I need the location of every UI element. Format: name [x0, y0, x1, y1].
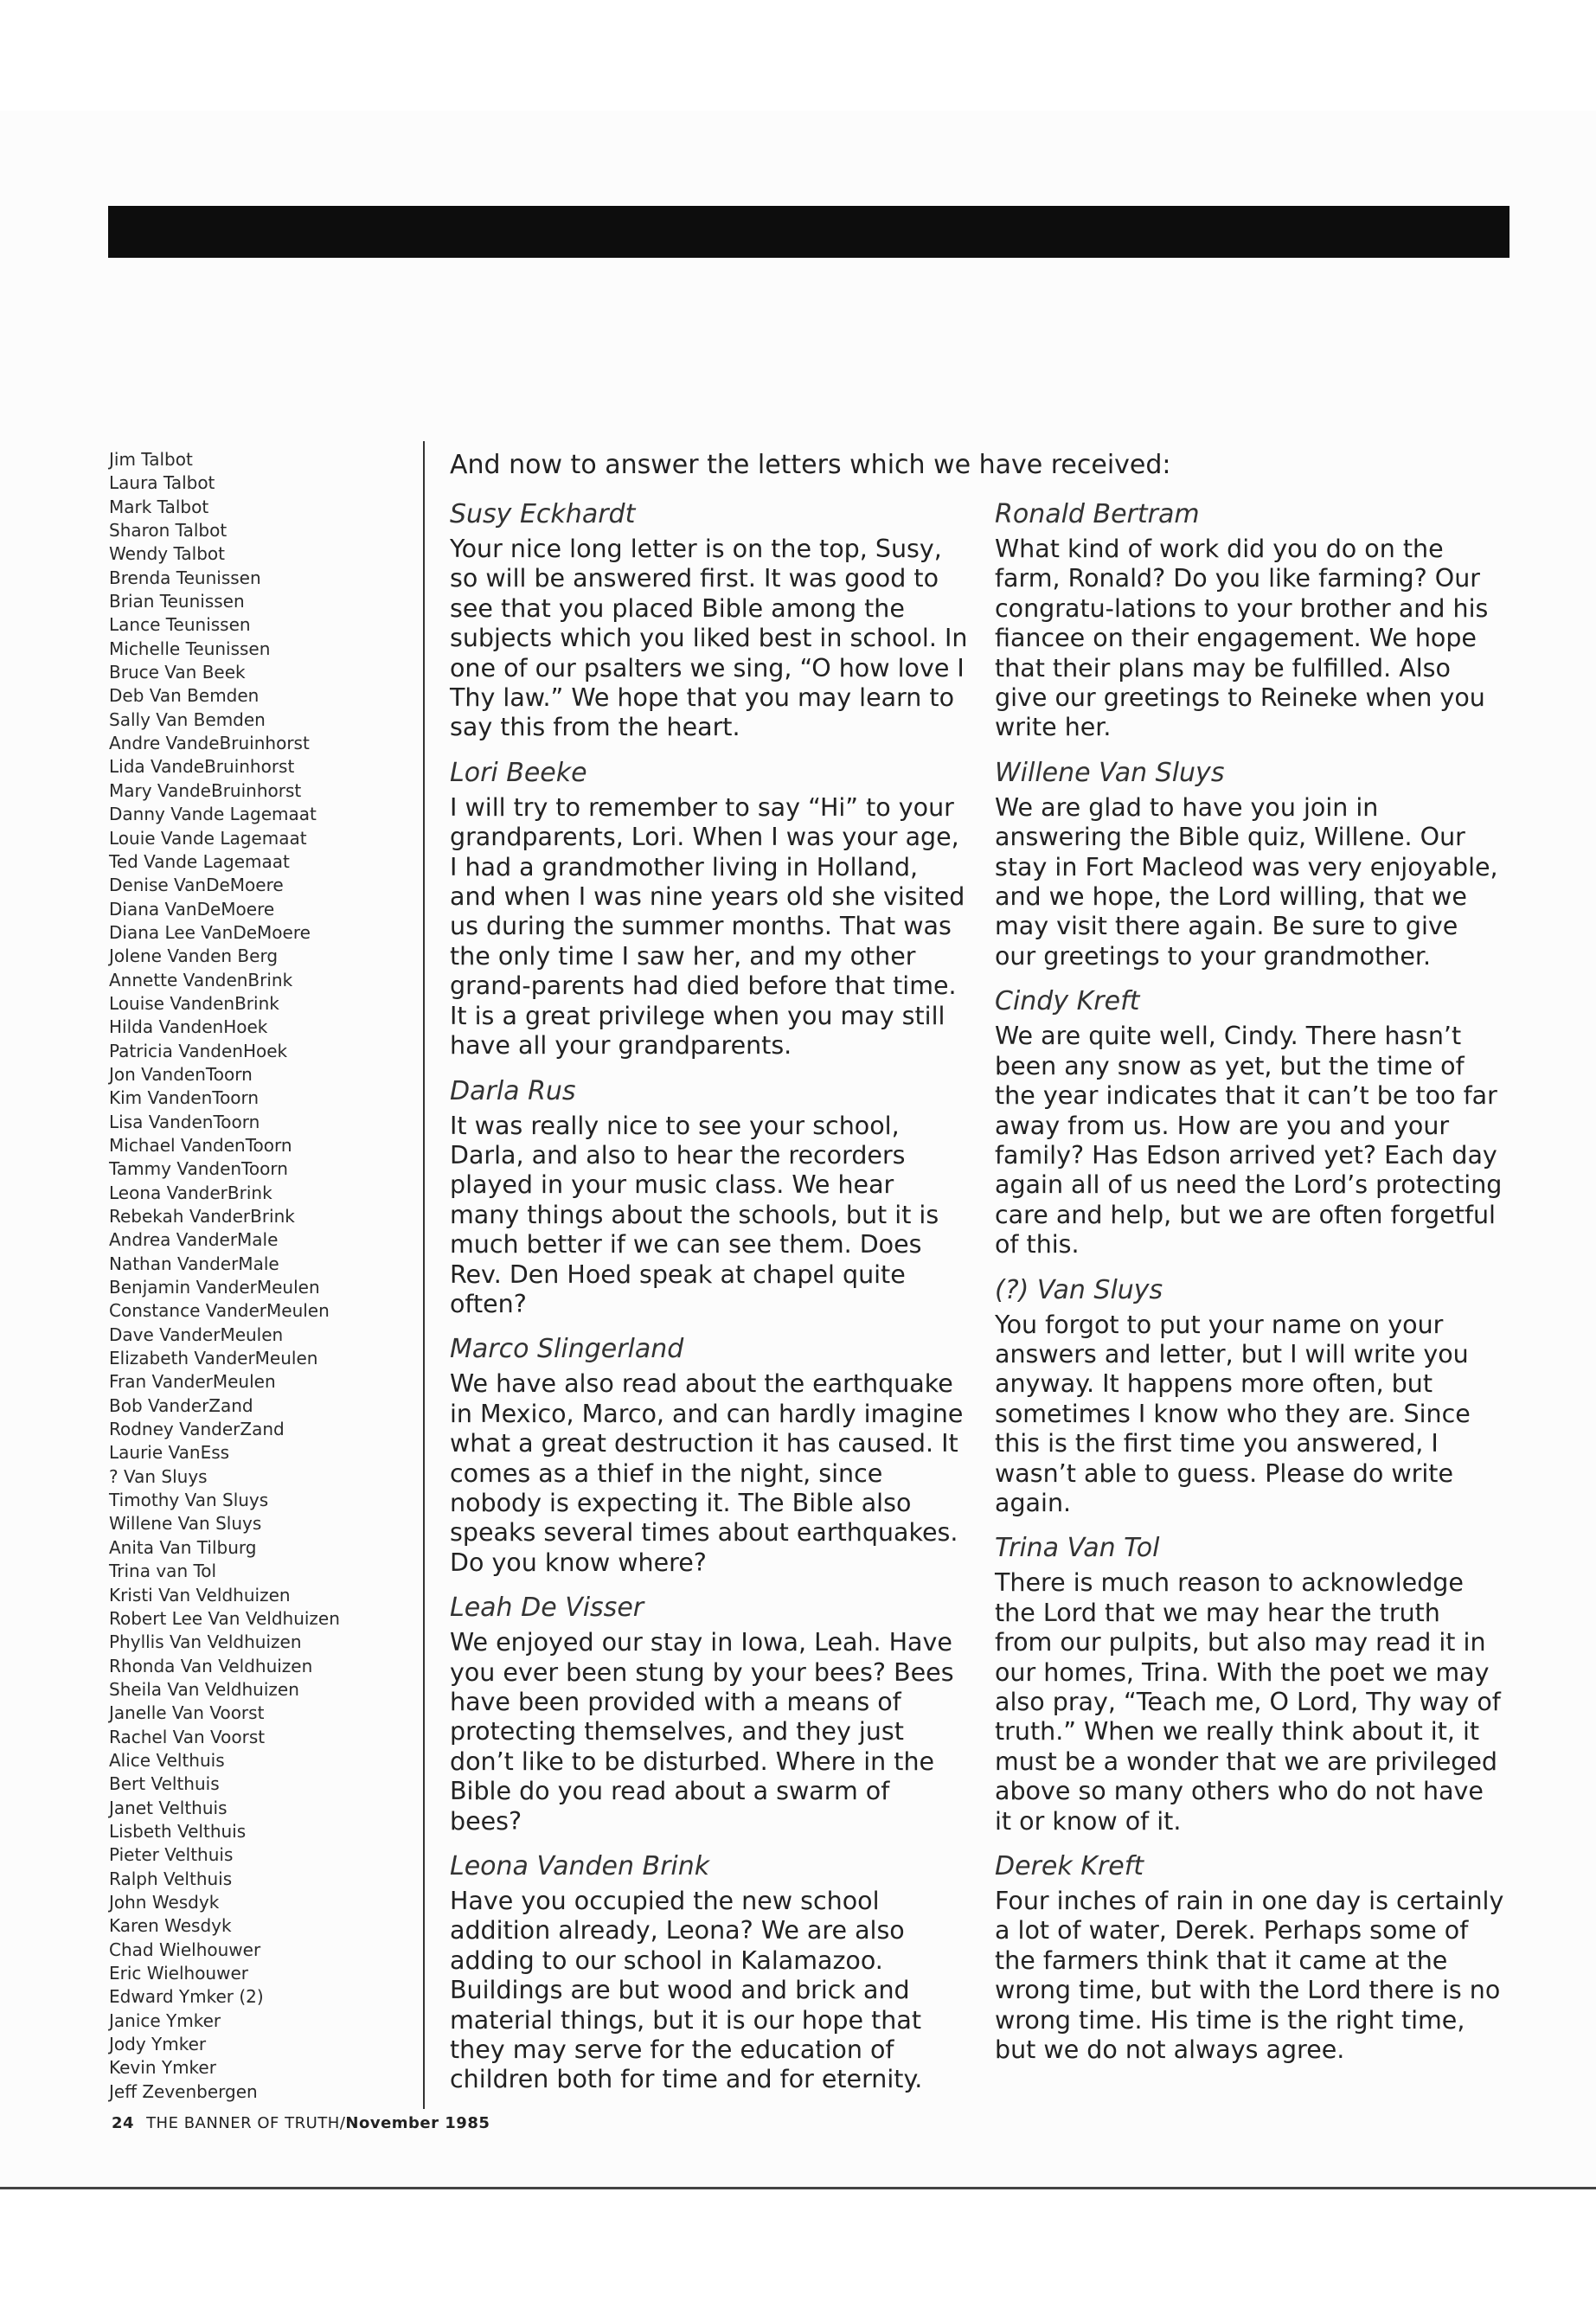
name-list-item: Eric Wielhouwer [109, 1963, 248, 1984]
name-list-item: Mary VandeBruinhorst [109, 779, 302, 801]
name-list-item: Danny Vande Lagemaat [109, 804, 317, 825]
name-list-item: Benjamin VanderMeulen [109, 1277, 320, 1298]
name-list-item: Jeff Zevenbergen [109, 2080, 258, 2102]
name-list-item: Bruce Van Beek [109, 662, 246, 683]
letter-reply [450, 500, 969, 743]
letter-recipient-name: Marco Slingerland [450, 1334, 684, 1365]
letter-recipient-name: Trina Van Tol [995, 1533, 1160, 1564]
letter-reply [450, 1852, 969, 2095]
page-footer [112, 2114, 490, 2132]
publication-name: THE BANNER OF TRUTH/ [146, 2114, 346, 2132]
bottom-rule [0, 2187, 1596, 2189]
name-list-item: Lida VandeBruinhorst [109, 756, 295, 778]
name-list-item: Ted Vande Lagemaat [109, 850, 290, 872]
letter-reply [450, 759, 969, 1061]
name-list-item: Jody Ymker [109, 2034, 207, 2055]
letter-recipient-name: Leah De Visser [450, 1593, 644, 1624]
name-list-item: Rachel Van Voorst [109, 1726, 266, 1747]
letter-reply [995, 987, 1505, 1259]
letter-reply-text: We enjoyed our stay in Iowa, Leah. Have you ever been stung by your bees? Bees have been provided with a means of protecting themselves, and they just don’t like to be disturbed. Where in the Bible do you read about a swarm of bees? [450, 1628, 954, 1836]
letter-reply [450, 1077, 969, 1320]
name-list-item: Patricia VandenHoek [109, 1040, 288, 1061]
letter-recipient-name: Leona Vanden Brink [450, 1851, 710, 1882]
page-number: 24 [112, 2114, 135, 2132]
name-list-item: Bob VanderZand [109, 1394, 253, 1416]
letter-recipient-name: Cindy Kreft [995, 986, 1140, 1017]
letters-column-1 [450, 500, 969, 2111]
letter-reply-text: There is much reason to acknowledge the Lord that we may hear the truth from our pulpits, but also may read it in our homes, Trina. With the poet we may also pray, “Teach me, O Lord, Thy way of truth.” When we really think about it, it must be a wonder that we are privileged above so many others who do not have it or know of it. [995, 1568, 1501, 1836]
name-list-item: Willene Van Sluys [109, 1513, 262, 1535]
name-list-item: Jim Talbot [109, 449, 193, 470]
top-margin [0, 0, 1596, 111]
name-list-item: Bert Velthuis [109, 1773, 220, 1795]
intro-text: And now to answer the letters which we have received: [450, 450, 1171, 480]
name-list-item: Edward Ymker (2) [109, 1986, 264, 2008]
name-list-item: Laurie VanEss [109, 1442, 230, 1464]
name-list-item: Annette VandenBrink [109, 969, 293, 990]
name-list-item: ? Van Sluys [109, 1465, 208, 1487]
letter-reply [450, 1335, 969, 1578]
name-list-item: Chad Wielhouwer [109, 1939, 261, 1960]
name-list-item: Louie Vande Lagemaat [109, 827, 307, 849]
name-list-item: Phyllis Van Veldhuizen [109, 1631, 302, 1653]
letter-reply [995, 1534, 1505, 1836]
letter-reply-text: It was really nice to see your school, Darla, and also to hear the recorders played in your music class. We hear many things about the schools, but it is much better if we can see them. Does Rev. Den Hoed speak at chapel quite often? [450, 1111, 939, 1318]
name-list-item: Trina van Tol [109, 1561, 217, 1582]
name-list-item: Wendy Talbot [109, 543, 225, 565]
letter-recipient-name: Lori Beeke [450, 757, 587, 788]
name-list-item: Lisa VandenToorn [109, 1111, 260, 1132]
letter-recipient-name: Ronald Bertram [995, 499, 1200, 529]
name-list-item: Jon VandenToorn [109, 1063, 253, 1085]
name-list-item: Alice Velthuis [109, 1749, 225, 1771]
name-list-item: Pieter Velthuis [109, 1844, 234, 1866]
header-bar [108, 206, 1509, 258]
name-list-item: Tammy VandenToorn [109, 1158, 288, 1180]
name-list-item: Anita Van Tilburg [109, 1536, 257, 1558]
name-list-item: Karen Wesdyk [109, 1915, 232, 1937]
letter-recipient-name: Derek Kreft [995, 1851, 1144, 1882]
letter-reply [995, 759, 1505, 971]
letter-reply-text: Four inches of rain in one day is certainly a lot of water, Derek. Perhaps some of the farmers think that it came at the wrong time, but with the Lord there is no wrong time. His time is the right time, but we do not always agree. [995, 1887, 1504, 2065]
name-list-item: Michael VandenToorn [109, 1134, 292, 1156]
name-list-item: Jolene Vanden Berg [109, 945, 279, 967]
name-list-item: Kristi Van Veldhuizen [109, 1584, 291, 1606]
letter-reply [995, 1276, 1505, 1519]
name-list-item: Robert Lee Van Veldhuizen [109, 1607, 340, 1629]
name-list-item: Dave VanderMeulen [109, 1324, 284, 1345]
name-list-item: Mark Talbot [109, 496, 209, 517]
name-list-item: Denise VanDeMoere [109, 875, 284, 896]
name-list-item: Lisbeth Velthuis [109, 1820, 247, 1842]
letter-reply-text: We have also read about the earthquake in Mexico, Marco, and can hardly imagine what a great destruction it has caused. It comes as a thief in the night, since nobody is expecting it. The Bible also speaks several times about earthquakes. Do you know where? [450, 1369, 964, 1577]
name-list-item: Timothy Van Sluys [109, 1490, 269, 1511]
name-list-item: Kim VandenToorn [109, 1087, 260, 1109]
name-list-item: Nathan VanderMale [109, 1253, 279, 1274]
name-list-item: John Wesdyk [109, 1891, 220, 1913]
name-list-item: Deb Van Bemden [109, 685, 260, 707]
name-list-item: Andre VandeBruinhorst [109, 733, 310, 754]
name-list-item: Janice Ymker [109, 2009, 221, 2031]
name-list-item: Sheila Van Veldhuizen [109, 1678, 299, 1700]
name-list-item: Sharon Talbot [109, 520, 228, 542]
name-list-item: Andrea VanderMale [109, 1229, 279, 1251]
name-list-item: Kevin Ymker [109, 2057, 216, 2079]
name-list-item: Laura Talbot [109, 472, 215, 494]
name-list-item: Lance Teunissen [109, 614, 251, 636]
name-list-item: Rhonda Van Veldhuizen [109, 1655, 313, 1676]
letter-reply [995, 500, 1505, 743]
letter-reply-text: We are quite well, Cindy. There hasn’t been any snow as yet, but the time of the year indicates that it can’t be too far away from us. How are you and your family? Has Edson arrived yet? Each day again all of us need the Lord’s protecting care and help, but we are often forgetful of this. [995, 1022, 1503, 1259]
name-list-item: Diana VanDeMoere [109, 898, 275, 920]
letter-recipient-name: Darla Rus [450, 1075, 576, 1106]
name-list-item: Louise VandenBrink [109, 992, 279, 1014]
name-list-item: Brian Teunissen [109, 591, 245, 612]
letter-recipient-name: Susy Eckhardt [450, 499, 636, 529]
letter-reply-text: You forgot to put your name on your answers and letter, but I will write you anyway. It happens more often, but sometimes I know who they are. Since this is the first time you answered, I wasn’t able to guess. Please do write again. [995, 1310, 1471, 1517]
letter-reply [995, 1852, 1505, 2065]
letter-recipient-name: Willene Van Sluys [995, 757, 1225, 788]
column-divider [423, 441, 425, 2109]
letter-reply-text: We are glad to have you join in answering the Bible quiz, Willene. Our stay in Fort Macleod was very enjoyable, and we hope, the Lord willing, that we may visit there again. Be sure to give our greetings to your grandmother. [995, 792, 1498, 971]
name-list-item: Elizabeth VanderMeulen [109, 1348, 318, 1369]
name-list-item: Janet Velthuis [109, 1797, 228, 1818]
letter-reply-text: Have you occupied the new school addition already, Leona? We are also adding to our school in Kalamazoo. Buildings are but wood and brick and material things, but it is our hope that they may serve for the education of children both for time and for eternity. [450, 1887, 923, 2094]
name-list-item: Rodney VanderZand [109, 1419, 285, 1440]
name-list-item: Diana Lee VanDeMoere [109, 921, 311, 943]
name-list-item: Rebekah VanderBrink [109, 1206, 295, 1227]
names-list [109, 448, 403, 2104]
letter-reply-text: I will try to remember to say “Hi” to your grandparents, Lori. When I was your age, I had a grandmother living in Holland, and when I was nine years old she visited us during the summer months. That was the only time I saw her, and my other grand-parents had died before that time. It is a great privilege when you may still have all your grandparents. [450, 792, 965, 1061]
name-list-item: Constance VanderMeulen [109, 1300, 330, 1322]
issue-date: November 1985 [345, 2114, 490, 2132]
name-list-item: Ralph Velthuis [109, 1868, 233, 1889]
letter-reply-text: Your nice long letter is on the top, Susy, so will be answered first. It was good to see that you placed Bible among the subjects which you liked best in school. In one of our psalters we sing, “O how love I Thy law.” We hope that you may learn to say this from the heart. [450, 535, 968, 742]
letter-reply [450, 1593, 969, 1836]
name-list-item: Janelle Van Voorst [109, 1702, 265, 1724]
letter-recipient-name: (?) Van Sluys [995, 1274, 1163, 1305]
name-list-item: Fran VanderMeulen [109, 1371, 276, 1393]
name-list-item: Leona VanderBrink [109, 1182, 272, 1203]
letter-reply-text: What kind of work did you do on the farm, Ronald? Do you like farming? Our congratu-lations to your brother and his fiancee on their engagement. We hope that their plans may be fulfilled. Also give our greetings to Reineke when you write her. [995, 535, 1489, 742]
name-list-item: Sally Van Bemden [109, 708, 266, 730]
letters-column-2 [995, 500, 1505, 2080]
name-list-item: Michelle Teunissen [109, 638, 271, 659]
name-list-item: Brenda Teunissen [109, 567, 261, 588]
name-list-item: Hilda VandenHoek [109, 1016, 268, 1038]
